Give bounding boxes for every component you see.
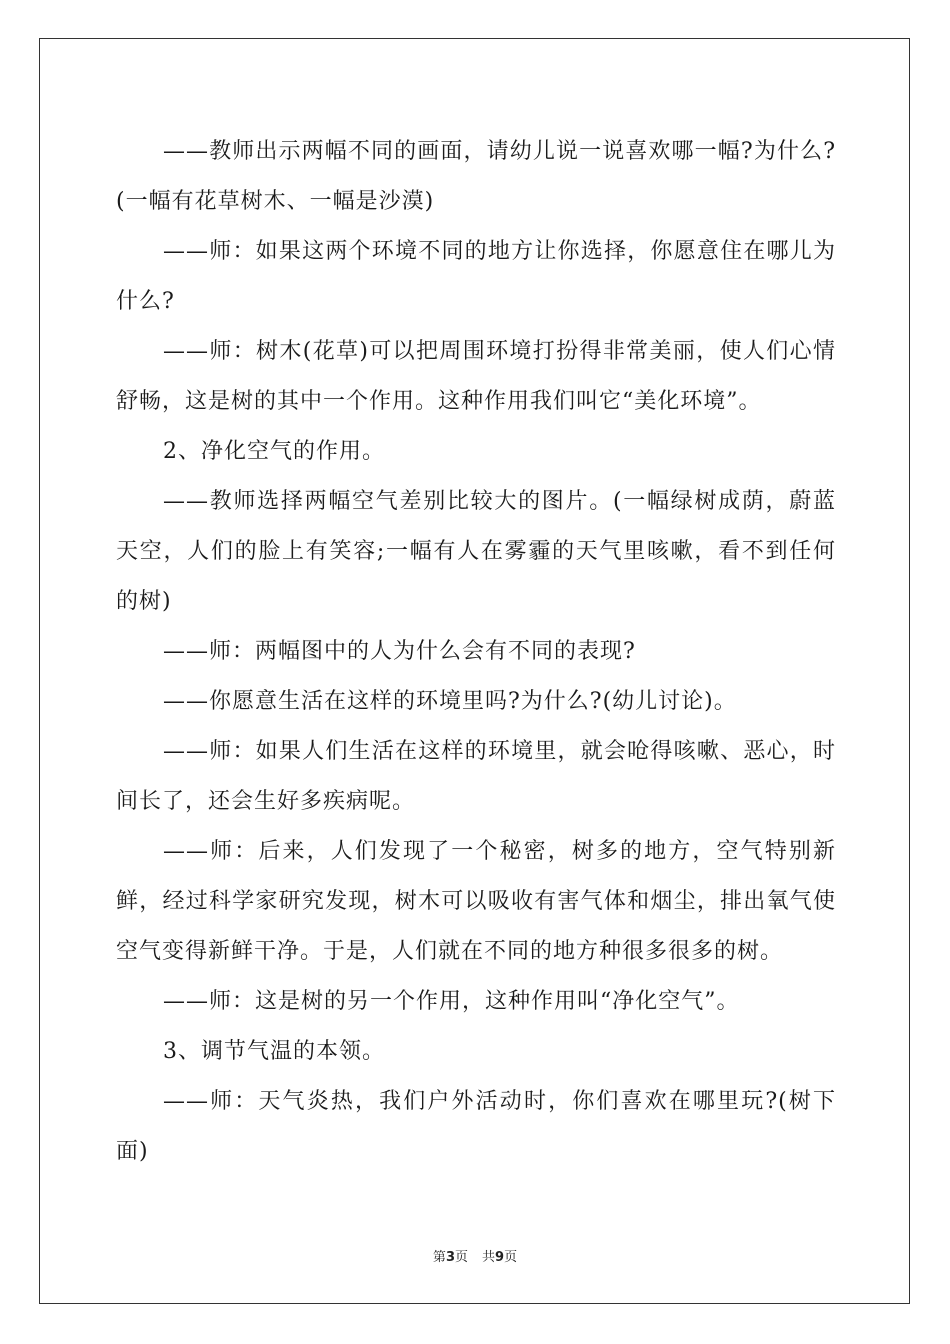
total-prefix: 共 xyxy=(482,1250,496,1265)
paragraph: ——师：树木(花草)可以把周围环境打扮得非常美丽，使人们心情舒畅，这是树的其中一个作用。这种作用我们叫它“美化环境”。 xyxy=(116,339,836,414)
page-prefix: 第 xyxy=(432,1250,446,1265)
paragraph: ——师：天气炎热，我们户外活动时，你们喜欢在哪里玩?(树下面) xyxy=(116,1089,836,1164)
document-body xyxy=(116,127,836,1177)
paragraph: ——师：如果这两个环境不同的地方让你选择，你愿意住在哪儿为什么? xyxy=(116,239,836,314)
paragraph: ——你愿意生活在这样的环境里吗?为什么?(幼儿讨论)。 xyxy=(163,689,737,714)
paragraph: ——师：后来，人们发现了一个秘密，树多的地方，空气特别新鲜，经过科学家研究发现，树木可以吸收有害气体和烟尘，排出氧气使空气变得新鲜干净。于是，人们就在不同的地方种很多很多的树。 xyxy=(116,839,836,964)
section-heading: 3、调节气温的本领。 xyxy=(163,1039,385,1064)
page-suffix: 页 xyxy=(454,1250,468,1265)
page-number: 3 xyxy=(445,1250,455,1265)
section-heading: 2、净化空气的作用。 xyxy=(163,439,385,464)
paragraph: ——教师选择两幅空气差别比较大的图片。(一幅绿树成荫，蔚蓝天空，人们的脸上有笑容;一幅有人在雾霾的天气里咳嗽，看不到任何的树) xyxy=(116,489,836,614)
total-pages: 9 xyxy=(495,1250,505,1265)
paragraph: ——师：两幅图中的人为什么会有不同的表现? xyxy=(163,639,636,664)
paragraph: ——教师出示两幅不同的画面，请幼儿说一说喜欢哪一幅?为什么?(一幅有花草树木、一幅是沙漠) xyxy=(116,139,836,214)
paragraph: ——师：这是树的另一个作用，这种作用叫“净化空气”。 xyxy=(163,989,740,1014)
page-footer xyxy=(0,1246,950,1265)
paragraph: ——师：如果人们生活在这样的环境里，就会呛得咳嗽、恶心，时间长了，还会生好多疾病呢。 xyxy=(116,739,836,814)
total-suffix: 页 xyxy=(504,1250,518,1265)
